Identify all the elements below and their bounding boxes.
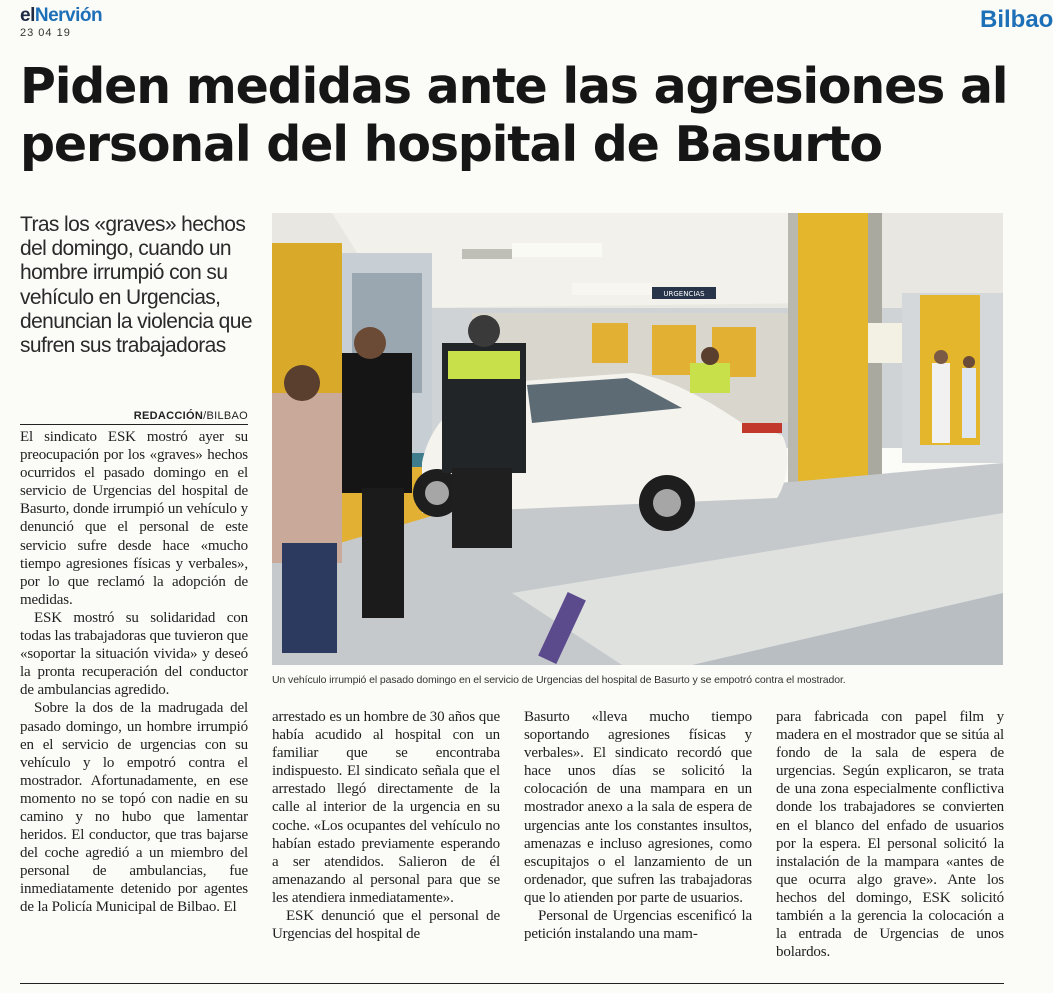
byline-author: REDACCIÓN [133,410,204,422]
body-paragraph: Personal de Urgencias escenificó la petición instalando una mam- [524,908,752,943]
body-paragraph: ESK denunció que el personal de Urgencias del hospital de [272,908,500,943]
body-paragraph: para fabricada con papel film y madera en el mostrador que se sitúa al fondo de la sala de espera de urgencias. Según explicaron, se trata de una zona especialmente conflictiva donde los trabajadores se convierten en el blanco del enfado de usuarios por la espera. El personal solicitó la instalación de la mampara «antes de que ocurra algo grave». Ante los hechos del domingo, ESK solicitó también a la gerencia la colocación a la entrada de Urgencias de unos bolardos. [776,709,1004,961]
masthead [20,6,102,39]
article-photo [272,213,1003,665]
body-column-2 [272,708,500,943]
hospital-scene-illustration [272,213,1003,665]
body-paragraph: Basurto «lleva mucho tiempo soportando agresiones físicas y verbales». El sindicato recordó que hace unos días se solicitó la colocación de una mampara en un mostrador anexo a la sala de espera de urgencias ante los constantes insultos, amenazas e incluso agresiones, como escupitajos o el lanzamiento de un ordenador, que sufren las trabajadoras que lo atienden por parte de usuarios. [524,709,752,906]
body-paragraph: ESK mostró su solidaridad con todas las trabajadoras que tuvieron que «soportar la situación vivida» y deseó la pronta recuperación del conductor de ambulancias agredido. [20,609,248,699]
section-tag: Bilbao [980,6,1053,33]
issue-date: 23 04 19 [20,27,71,39]
body-paragraph: Sobre la dos de la madrugada del pasado domingo, un hombre irrumpió en el servicio de urgencias con su vehículo y lo empotró contra el mostrador. Afortunadamente, en ese momento no se topó con nadie en su camino y no hubo que lamentar heridos. El conductor, que tras bajarse del coche agredió a un miembro del personal de ambulancias, fue inmediatamente detenido por agentes de la Policía Municipal de Bilbao. El [20,700,248,916]
body-column-4 [776,708,1004,961]
urgencias-sign: URGENCIAS [663,290,705,298]
body-column-1 [20,428,248,917]
brand-logo: elNervión [20,5,103,26]
byline-location: /BILBAO [203,410,248,422]
standfirst: Tras los «graves» hechos del domingo, cuando un hombre irrumpió con su vehículo en Urgencias, denuncian la violencia que sufren sus trabajadoras [20,213,252,358]
photo-caption: Un vehículo irrumpió el pasado domingo en el servicio de Urgencias del hospital de Basurto y se empotró contra el mostrador. [272,674,846,686]
bottom-rule [20,983,1004,984]
headline: Piden medidas ante las agresiones al personal del hospital de Basurto [20,58,1008,173]
byline [20,410,248,425]
body-paragraph: El sindicato ESK mostró ayer su preocupación por los «graves» hechos ocurridos el pasado domingo en el servicio de Urgencias del hospital de Basurto, donde irrumpió un vehículo y denunció que el personal de este servicio sufre desde hace «mucho tiempo agresiones físicas y verbales», por lo que reclamó la adopción de medidas. [20,429,248,608]
body-column-3 [524,708,752,943]
body-paragraph: arrestado es un hombre de 30 años que había acudido al hospital con un familiar que se encontraba indispuesto. El sindicato señala que el arrestado llegó directamente de la calle al interior de la urgencia en su coche. «Los ocupantes del vehículo no habían estado previamente esperando a ser atendidos. Salieron de él amenazando al personal para que se les atendiera inmediatamente». [272,709,500,906]
